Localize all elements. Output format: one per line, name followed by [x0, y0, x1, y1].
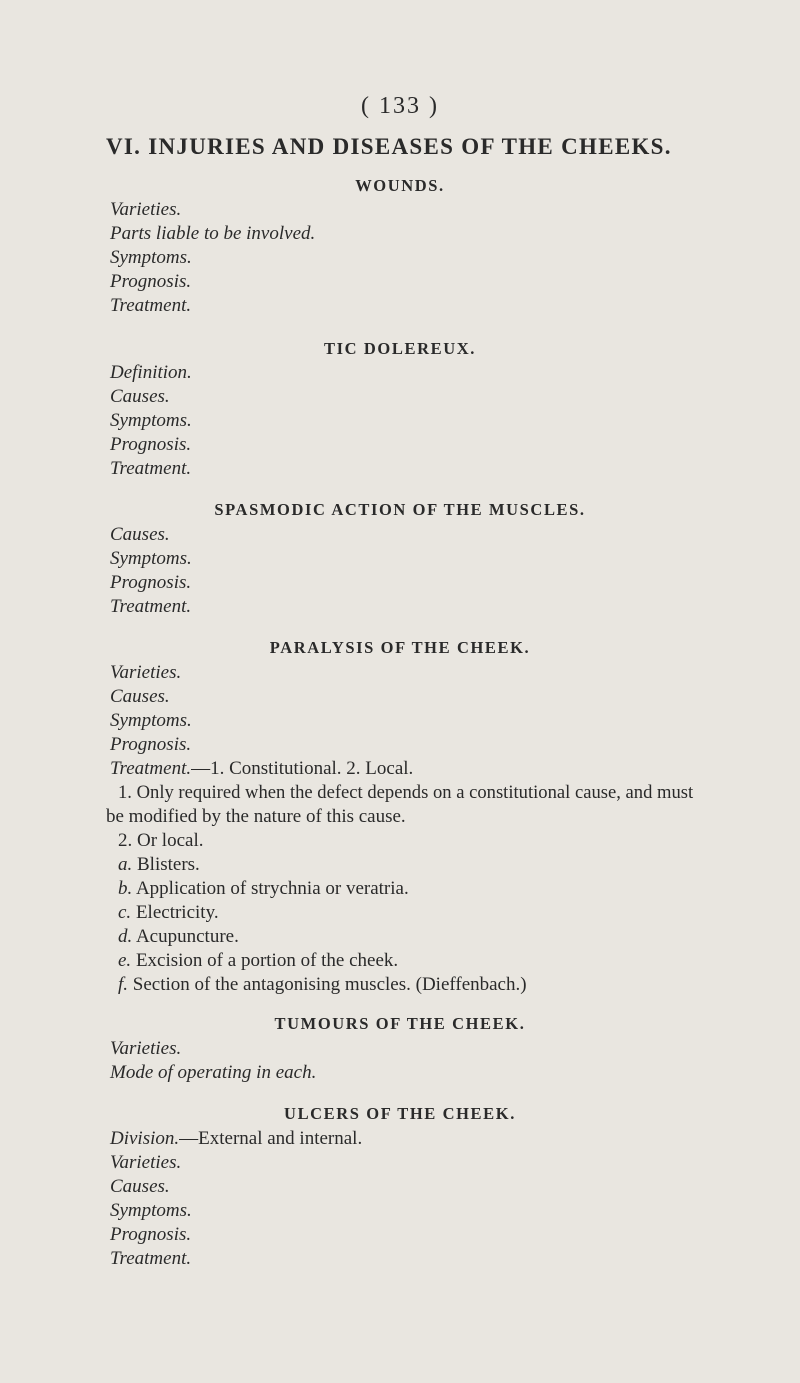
sub-item-letter: d.: [118, 926, 133, 947]
list-item: Definition.: [110, 362, 192, 383]
treatment-text: —1. Constitutional. 2. Local.: [191, 758, 414, 779]
sub-item-letter: f.: [118, 974, 129, 995]
paragraph-line: 1. Only required when the defect depends on a constitutional cause, and must: [118, 782, 694, 803]
division-line: [110, 1128, 362, 1150]
list-item: Prognosis.: [110, 734, 192, 755]
sub-item-text: Excision of a portion of the cheek.: [135, 950, 399, 971]
sub-item: [118, 950, 398, 972]
division-label: Division.: [110, 1128, 180, 1149]
sub-item-text: Blisters.: [137, 854, 200, 875]
list-item: Prognosis.: [110, 434, 192, 455]
sub-item-text: Application of strychnia or veratria.: [135, 878, 409, 899]
list-item: Varieties.: [110, 199, 182, 220]
list-item: Causes.: [110, 524, 170, 545]
section-heading-ulcers: ULCERS OF THE CHEEK.: [284, 1104, 516, 1123]
list-item: Varieties.: [110, 1152, 182, 1173]
sub-item-letter: b.: [118, 878, 133, 899]
list-item: Causes.: [110, 686, 170, 707]
sub-item-letter: c.: [118, 902, 132, 923]
paragraph-line: be modified by the nature of this cause.: [106, 806, 406, 827]
list-item: Parts liable to be involved.: [110, 223, 316, 244]
chapter-title: VI. INJURIES AND DISEASES OF THE CHEEKS.: [106, 134, 672, 159]
sub-item: [118, 974, 527, 996]
list-item: Prognosis.: [110, 1224, 192, 1245]
list-item: Causes.: [110, 1176, 170, 1197]
sub-item: [118, 902, 219, 924]
list-item: Symptoms.: [110, 1200, 192, 1221]
page-number: ( 133 ): [361, 93, 439, 119]
list-item: Prognosis.: [110, 572, 192, 593]
sub-item: [118, 878, 409, 900]
section-heading-wounds: WOUNDS.: [355, 176, 445, 195]
section-heading-tic: TIC DOLEREUX.: [324, 339, 476, 358]
treatment-line: [110, 758, 413, 780]
sub-item: [118, 854, 200, 876]
list-item: Mode of operating in each.: [110, 1062, 317, 1083]
list-item: Treatment.: [110, 458, 192, 479]
list-item: Varieties.: [110, 1038, 182, 1059]
section-heading-spasmodic: SPASMODIC ACTION OF THE MUSCLES.: [214, 500, 586, 519]
list-item: Symptoms.: [110, 548, 192, 569]
local-line: 2. Or local.: [118, 830, 204, 851]
list-item: Symptoms.: [110, 410, 192, 431]
list-item: Treatment.: [110, 596, 192, 617]
division-text: —External and internal.: [179, 1128, 363, 1149]
section-heading-paralysis: PARALYSIS OF THE CHEEK.: [269, 638, 531, 657]
list-item: Treatment.: [110, 295, 192, 316]
sub-item-text: Electricity.: [135, 902, 219, 923]
list-item: Symptoms.: [110, 710, 192, 731]
section-heading-tumours: TUMOURS OF THE CHEEK.: [274, 1014, 526, 1033]
sub-item-text: Section of the antagonising muscles. (Dieffenbach.): [132, 974, 527, 995]
list-item: Prognosis.: [110, 271, 192, 292]
list-item: Treatment.: [110, 1248, 192, 1269]
list-item: Symptoms.: [110, 247, 192, 268]
sub-item-text: Acupuncture.: [135, 926, 239, 947]
sub-item-letter: a.: [118, 854, 133, 875]
treatment-label: Treatment.: [110, 758, 192, 779]
sub-item: [118, 926, 239, 948]
sub-item-letter: e.: [118, 950, 132, 971]
list-item: Causes.: [110, 386, 170, 407]
list-item: Varieties.: [110, 662, 182, 683]
